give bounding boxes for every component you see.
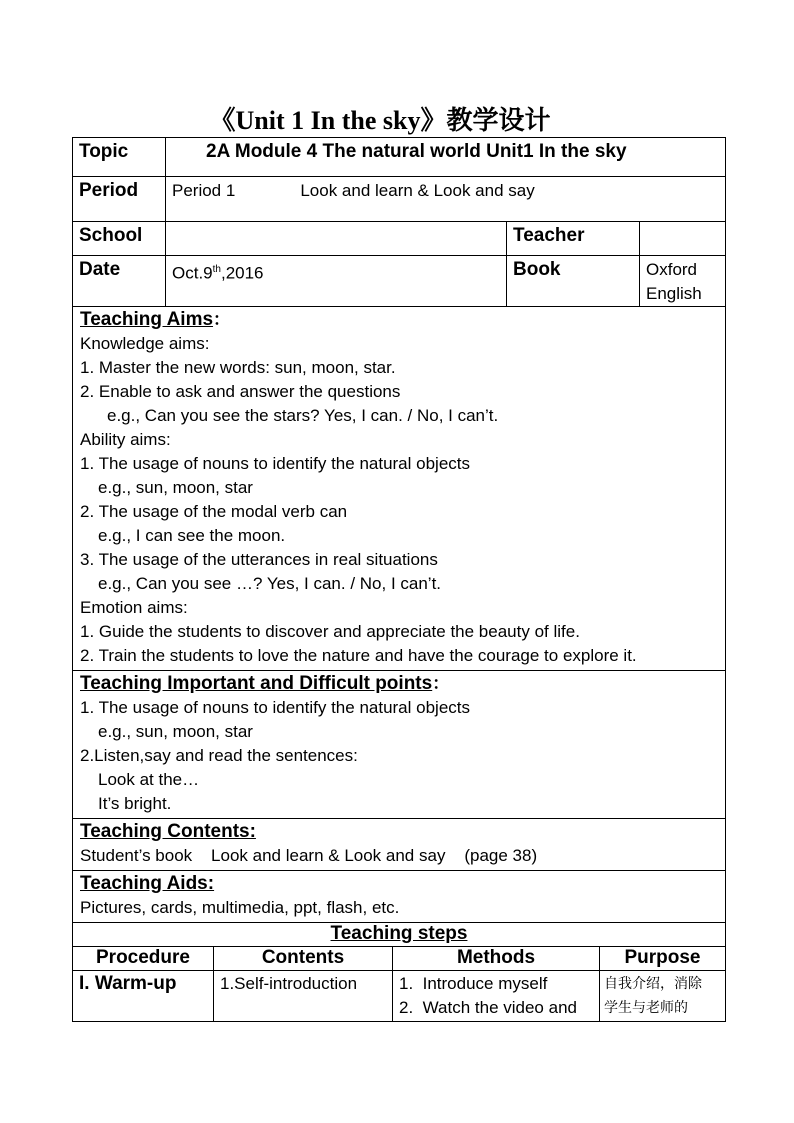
book-label: Book — [507, 256, 640, 307]
school-value[interactable] — [166, 222, 507, 256]
step-contents: 1.Self-introduction — [214, 971, 393, 1022]
list-item: 1. Master the new words: sun, moon, star. — [80, 358, 396, 377]
col-header-methods: Methods — [393, 947, 600, 971]
list-item: e.g., Can you see the stars? Yes, I can. / No, I can’t. — [107, 406, 499, 425]
key-points-section: Teaching Important and Difficult points： 1. The usage of nouns to identify the natural objects e.g., sun, moon, star 2.Listen,say and read the sentences: Look at the… It’s bright. — [73, 671, 726, 819]
period-value — [166, 177, 726, 222]
period-content: Look and learn & Look and say — [300, 181, 535, 200]
teaching-aims-section: Teaching Aims： Knowledge aims: 1. Master the new words: sun, moon, star. 2. Enable to ask and answer the questions e.g., Can you see the stars? Yes, I can. / No, I can’t. Ability aims: 1. The usage of nouns to identify the natural objects e.g., sun, moon, star 2. The usage of the modal verb can e.g., I can see the moon. 3. The usage of the utterances in real situations e.g., Can you see …? Yes, I can. / No, I can’t. Emotion aims: 1. Guide the students to discover and appreciate the beauty of life. 2. Train the students to love the nature and have the courage to explore it. — [73, 307, 726, 671]
list-item: e.g., I can see the moon. — [98, 526, 286, 545]
teaching-contents-title: Teaching Contents: — [80, 821, 256, 842]
lesson-plan-table — [72, 137, 726, 1022]
step-purpose: 自我介绍，消除 学生与老师的 — [600, 971, 726, 1022]
aims-row — [73, 307, 726, 671]
list-item: Look at the… — [98, 770, 200, 789]
date-value: Oct.9th,2016 — [166, 256, 507, 307]
list-item: 2. Train the students to love the nature and have the courage to explore it. — [80, 646, 637, 665]
col-header-purpose: Purpose — [600, 947, 726, 971]
step-methods: 1. Introduce myself 2. Watch the video and — [393, 971, 600, 1022]
teacher-value[interactable] — [640, 222, 726, 256]
book-value: Oxford English — [640, 256, 726, 307]
step-procedure: I. Warm-up — [73, 971, 214, 1022]
teaching-aims-list — [80, 332, 718, 668]
period-label: Period — [73, 177, 166, 222]
list-item: e.g., sun, moon, star — [98, 722, 253, 741]
list-item: e.g., Can you see …? Yes, I can. / No, I can’t. — [98, 574, 442, 593]
key-points-list — [80, 696, 718, 816]
aids-row — [73, 871, 726, 923]
list-item: 3. The usage of the utterances in real situations — [80, 550, 438, 569]
teacher-label: Teacher — [507, 222, 640, 256]
points-row — [73, 671, 726, 819]
date-row — [73, 256, 726, 307]
teaching-steps-title: Teaching steps — [73, 923, 726, 947]
date-label: Date — [73, 256, 166, 307]
list-item: e.g., sun, moon, star — [98, 478, 253, 497]
topic-label: Topic — [73, 138, 166, 177]
list-item: 2.Listen,say and read the sentences: — [80, 746, 358, 765]
teaching-aids-title: Teaching Aids: — [80, 873, 215, 894]
topic-value: 2A Module 4 The natural world Unit1 In the sky — [166, 138, 726, 177]
key-points-title: Teaching Important and Difficult points — [80, 673, 433, 694]
steps-header-row — [73, 947, 726, 971]
school-label: School — [73, 222, 166, 256]
list-item: Knowledge aims: — [80, 334, 210, 353]
teaching-aims-title: Teaching Aims — [80, 309, 214, 330]
list-item: Ability aims: — [80, 430, 171, 449]
school-row — [73, 222, 726, 256]
topic-row — [73, 138, 726, 177]
list-item: It’s bright. — [98, 794, 172, 813]
list-item: 2. The usage of the modal verb can — [80, 502, 348, 521]
page-title: 《Unit 1 In the sky》教学设计 — [209, 106, 551, 135]
period-row — [73, 177, 726, 222]
list-item: 1. The usage of nouns to identify the natural objects — [80, 698, 471, 717]
list-item: 2. Enable to ask and answer the questions — [80, 382, 401, 401]
col-header-procedure: Procedure — [73, 947, 214, 971]
teaching-contents-text: Student’s book Look and learn & Look and say (page 38) — [80, 846, 538, 865]
col-header-contents: Contents — [214, 947, 393, 971]
table-row — [73, 971, 726, 1022]
list-item: 1. The usage of nouns to identify the natural objects — [80, 454, 471, 473]
list-item: 1. Guide the students to discover and appreciate the beauty of life. — [80, 622, 580, 641]
period-number: Period 1 — [172, 181, 236, 200]
list-item: Emotion aims: — [80, 598, 188, 617]
steps-title-row — [73, 923, 726, 947]
teaching-aids-text: Pictures, cards, multimedia, ppt, flash, etc. — [80, 898, 400, 917]
contents-row — [73, 819, 726, 871]
teaching-aids-section — [73, 871, 726, 923]
teaching-contents-section — [73, 819, 726, 871]
